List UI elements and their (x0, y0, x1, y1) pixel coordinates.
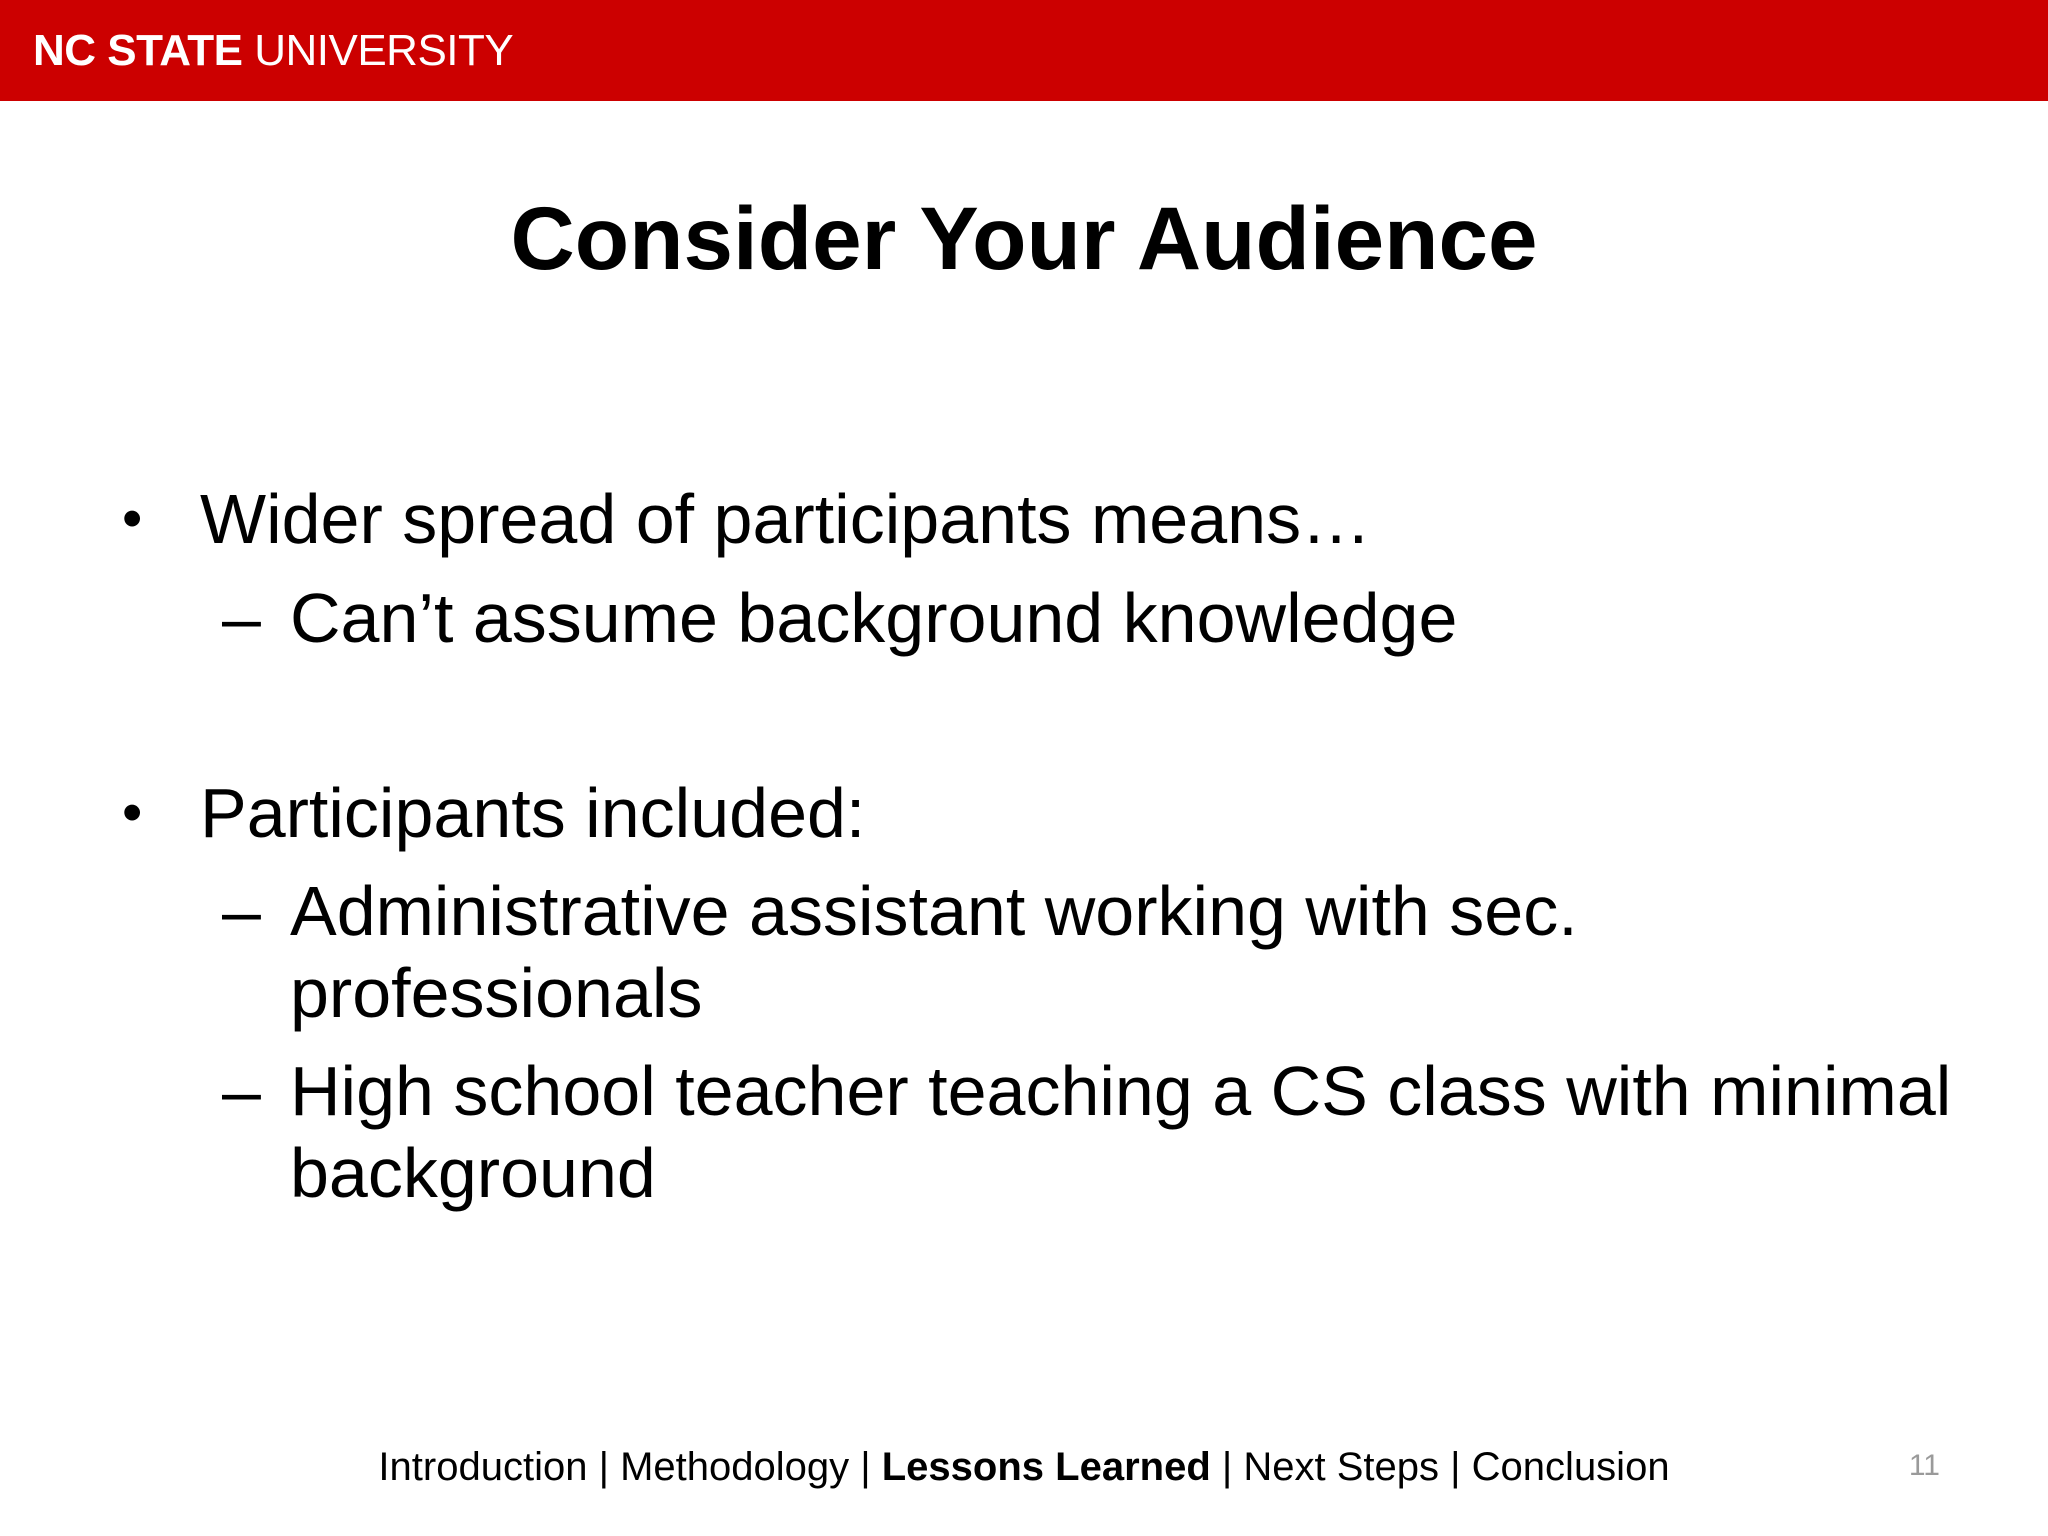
page-number: 11 (1908, 1449, 1940, 1482)
nav-methodology: Methodology (620, 1445, 850, 1489)
bullet-text: Wider spread of participants means… (200, 480, 1372, 558)
bullet-text: Participants included: (200, 774, 866, 852)
nav-separator: | (1439, 1445, 1472, 1489)
nav-separator: | (1210, 1445, 1244, 1489)
footer-section-nav (0, 1443, 2048, 1491)
sub-bullet-dash: – (222, 1052, 261, 1130)
sub-bullet-text-continued: professionals (290, 954, 703, 1032)
sub-bullet-text-continued: background (290, 1134, 656, 1212)
sub-bullet-text: Can’t assume background knowledge (290, 579, 1458, 657)
nav-introduction: Introduction (378, 1445, 588, 1489)
university-logo (33, 26, 513, 76)
slide-title: Consider Your Audience (510, 188, 1538, 288)
nav-next-steps: Next Steps (1243, 1445, 1440, 1489)
nav-conclusion: Conclusion (1471, 1445, 1670, 1489)
logo-bold-text: NC STATE (33, 26, 243, 75)
bullet-marker: • (122, 780, 143, 845)
sub-bullet-text: Administrative assistant working with sec. (290, 872, 1578, 950)
sub-bullet-text: High school teacher teaching a CS class with minimal (290, 1052, 1952, 1130)
logo-regular-text: UNIVERSITY (242, 26, 514, 75)
nav-lessons-learned-current: Lessons Learned (881, 1445, 1211, 1489)
sub-bullet-dash: – (222, 872, 261, 950)
bullet-marker: • (122, 486, 143, 551)
sub-bullet-dash: – (222, 579, 261, 657)
nav-separator: | (587, 1445, 621, 1489)
nav-separator: | (849, 1445, 882, 1489)
